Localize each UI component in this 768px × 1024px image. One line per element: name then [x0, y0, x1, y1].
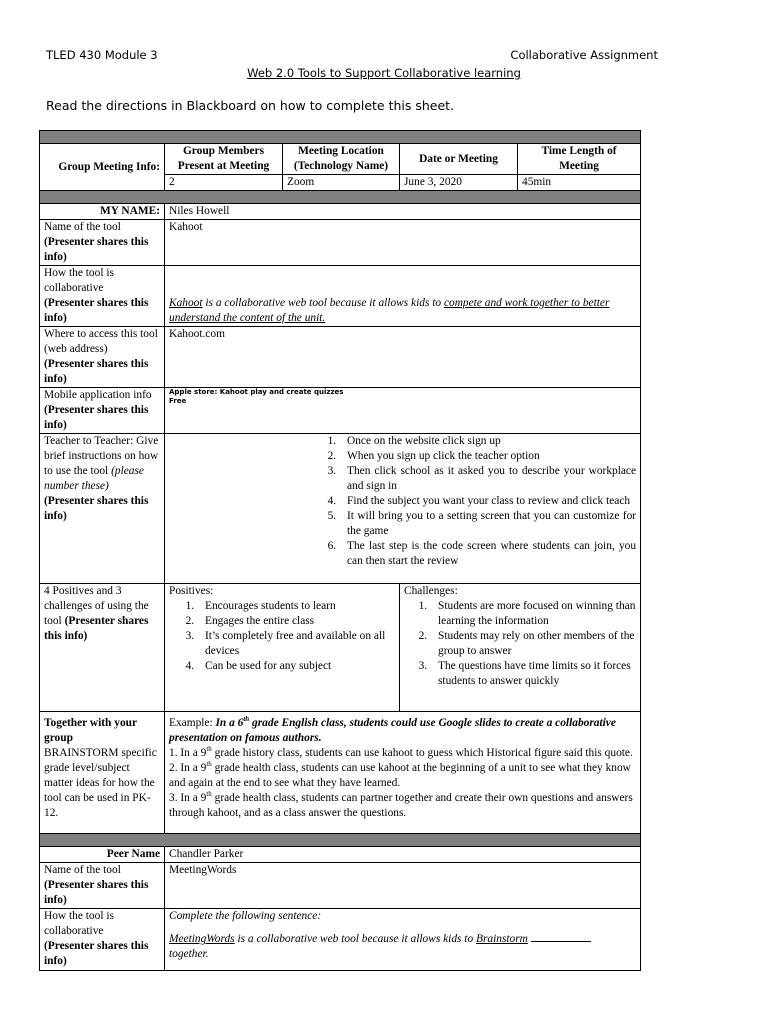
step-item: 4. Find the subject you want your class to review and click teach [339, 494, 636, 509]
steps-list [319, 434, 636, 569]
my-name-label: MY NAME: [40, 204, 165, 220]
peer-collab-label: How the tool is collaborative (Presenter shares this info) [40, 909, 165, 971]
positives-cell: Positives: 1. Encourages students to learn 2. Engages the entire class 3. It’s completely free and available on all devices 4. Can be used for any subject [165, 584, 400, 712]
step-item: 6. The last step is the code screen where students can join, you can then start the review [339, 539, 636, 569]
group-label: Group Meeting Info: [40, 144, 165, 191]
col-members: Group Members Present at Meeting [165, 144, 283, 175]
peer-name-label: Peer Name [40, 847, 165, 863]
collab-label: How the tool is collaborative (Presenter shares this info) [40, 266, 165, 327]
brainstorm-cell: Example: In a 6th grade English class, students could use Google slides to create a collaborative presentation on famous authors. 1. In a 9th grade history class, students can use kahoot to guess which Historical figure said this quote. 2. In a 9th grade health class, students can use kahoot at the beginning of a unit to see what they know and again at the end to see what they have learned. 3. In a 9th grade health class, students can partner together and create their own questions and answers through kahoot, and as a class answer the questions. [165, 712, 641, 834]
divider-row [40, 131, 641, 144]
access-value: Kahoot.com [165, 327, 641, 388]
collab-table [39, 130, 641, 971]
positives-list: 1. Encourages students to learn 2. Engages the entire class 3. It’s completely free and available on all devices 4. Can be used for any subject [169, 599, 395, 674]
peer-name-value: Chandler Parker [165, 847, 641, 863]
tool-value: Kahoot [165, 220, 641, 266]
col-date: Date or Meeting [400, 144, 518, 175]
mobile-value: Apple store: Kahoot play and create quizzes Free [165, 388, 641, 434]
mobile-label: Mobile application info (Presenter shares this info) [40, 388, 165, 434]
members-value: 2 [165, 175, 283, 191]
tool-label: Name of the tool (Presenter shares this info) [40, 220, 165, 266]
step-item: 5. It will bring you to a setting screen that you can customize for the game [339, 509, 636, 539]
steps-cell [165, 434, 641, 584]
location-value: Zoom [283, 175, 400, 191]
challenges-list: 1. Students are more focused on winning than learning the information 2. Students may rely on other members of the group to answer 3. The questions have time limits so it forces students to answer quickly [404, 599, 636, 689]
divider-row [40, 191, 641, 204]
date-value: June 3, 2020 [400, 175, 518, 191]
col-time: Time Length of Meeting [518, 144, 641, 175]
pc-label: 4 Positives and 3 challenges of using the tool (Presenter shares this info) [40, 584, 165, 712]
collab-value: Kahoot is a collaborative web tool because it allows kids to compete and work together to better understand the content of the unit. [165, 266, 641, 327]
page-title: Web 2.0 Tools to Support Collaborative learning [247, 66, 521, 80]
access-label: Where to access this tool (web address) (Presenter shares this info) [40, 327, 165, 388]
peer-tool-label: Name of the tool (Presenter shares this info) [40, 863, 165, 909]
peer-tool-value: MeetingWords [165, 863, 641, 909]
step-item: 2. When you sign up click the teacher option [339, 449, 636, 464]
directions: Read the directions in Blackboard on how to complete this sheet. [46, 98, 455, 113]
brainstorm-label: Together with your group BRAINSTORM specific grade level/subject matter ideas for how the tool can be used in PK-12. [40, 712, 165, 834]
time-value: 45min [518, 175, 641, 191]
assignment-label: Collaborative Assignment [510, 48, 658, 62]
course-label: TLED 430 Module 3 [46, 48, 158, 62]
col-location: Meeting Location (Technology Name) [283, 144, 400, 175]
peer-collab-value: Complete the following sentence: MeetingWords is a collaborative web tool because it allows kids to Brainstorm together. [165, 909, 641, 971]
step-item: 1. Once on the website click sign up [339, 434, 636, 449]
step-item: 3. Then click school as it asked you to describe your workplace and sign in [339, 464, 636, 494]
t2t-label: Teacher to Teacher: Give brief instructions on how to use the tool (please number these) (Presenter shares this info) [40, 434, 165, 584]
divider-row [40, 834, 641, 847]
challenges-cell: Challenges: 1. Students are more focused on winning than learning the information 2. Students may rely on other members of the group to answer 3. The questions have time limits so it forces students to answer quickly [400, 584, 641, 712]
my-name-value: Niles Howell [165, 204, 641, 220]
